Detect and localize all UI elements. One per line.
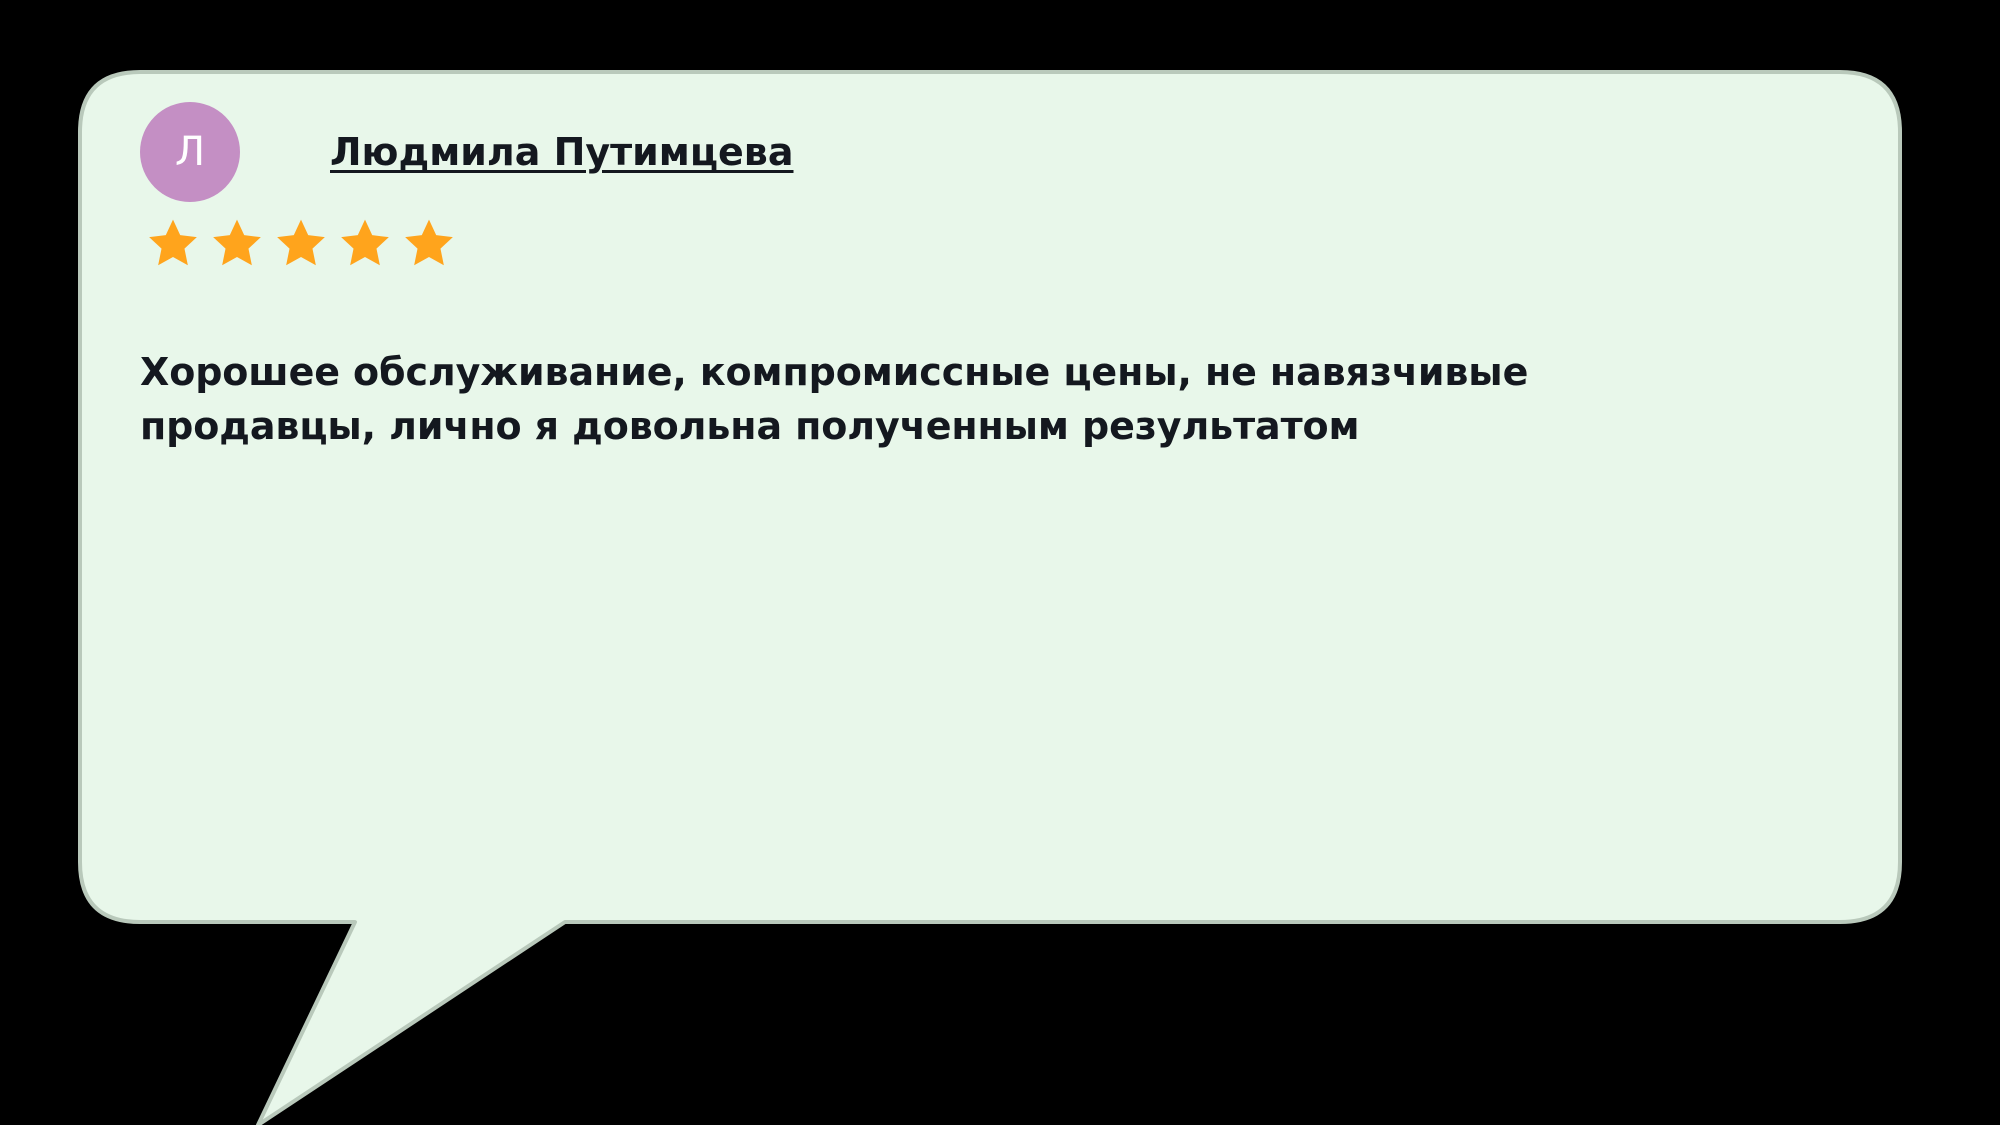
review-text: Хорошее обслуживание, компромиссные цены, не навязчивые продавцы, лично я довольна полученным результатом	[140, 350, 1529, 448]
rating-stars	[146, 212, 1840, 274]
star-icon	[274, 216, 328, 270]
star-icon	[146, 216, 200, 270]
review-content	[80, 72, 1900, 722]
star-icon	[402, 216, 456, 270]
author-name-link[interactable]: Людмила Путимцева	[330, 130, 794, 174]
avatar: Л	[140, 102, 240, 202]
star-icon	[338, 216, 392, 270]
star-icon	[210, 216, 264, 270]
review-header	[140, 102, 1840, 202]
